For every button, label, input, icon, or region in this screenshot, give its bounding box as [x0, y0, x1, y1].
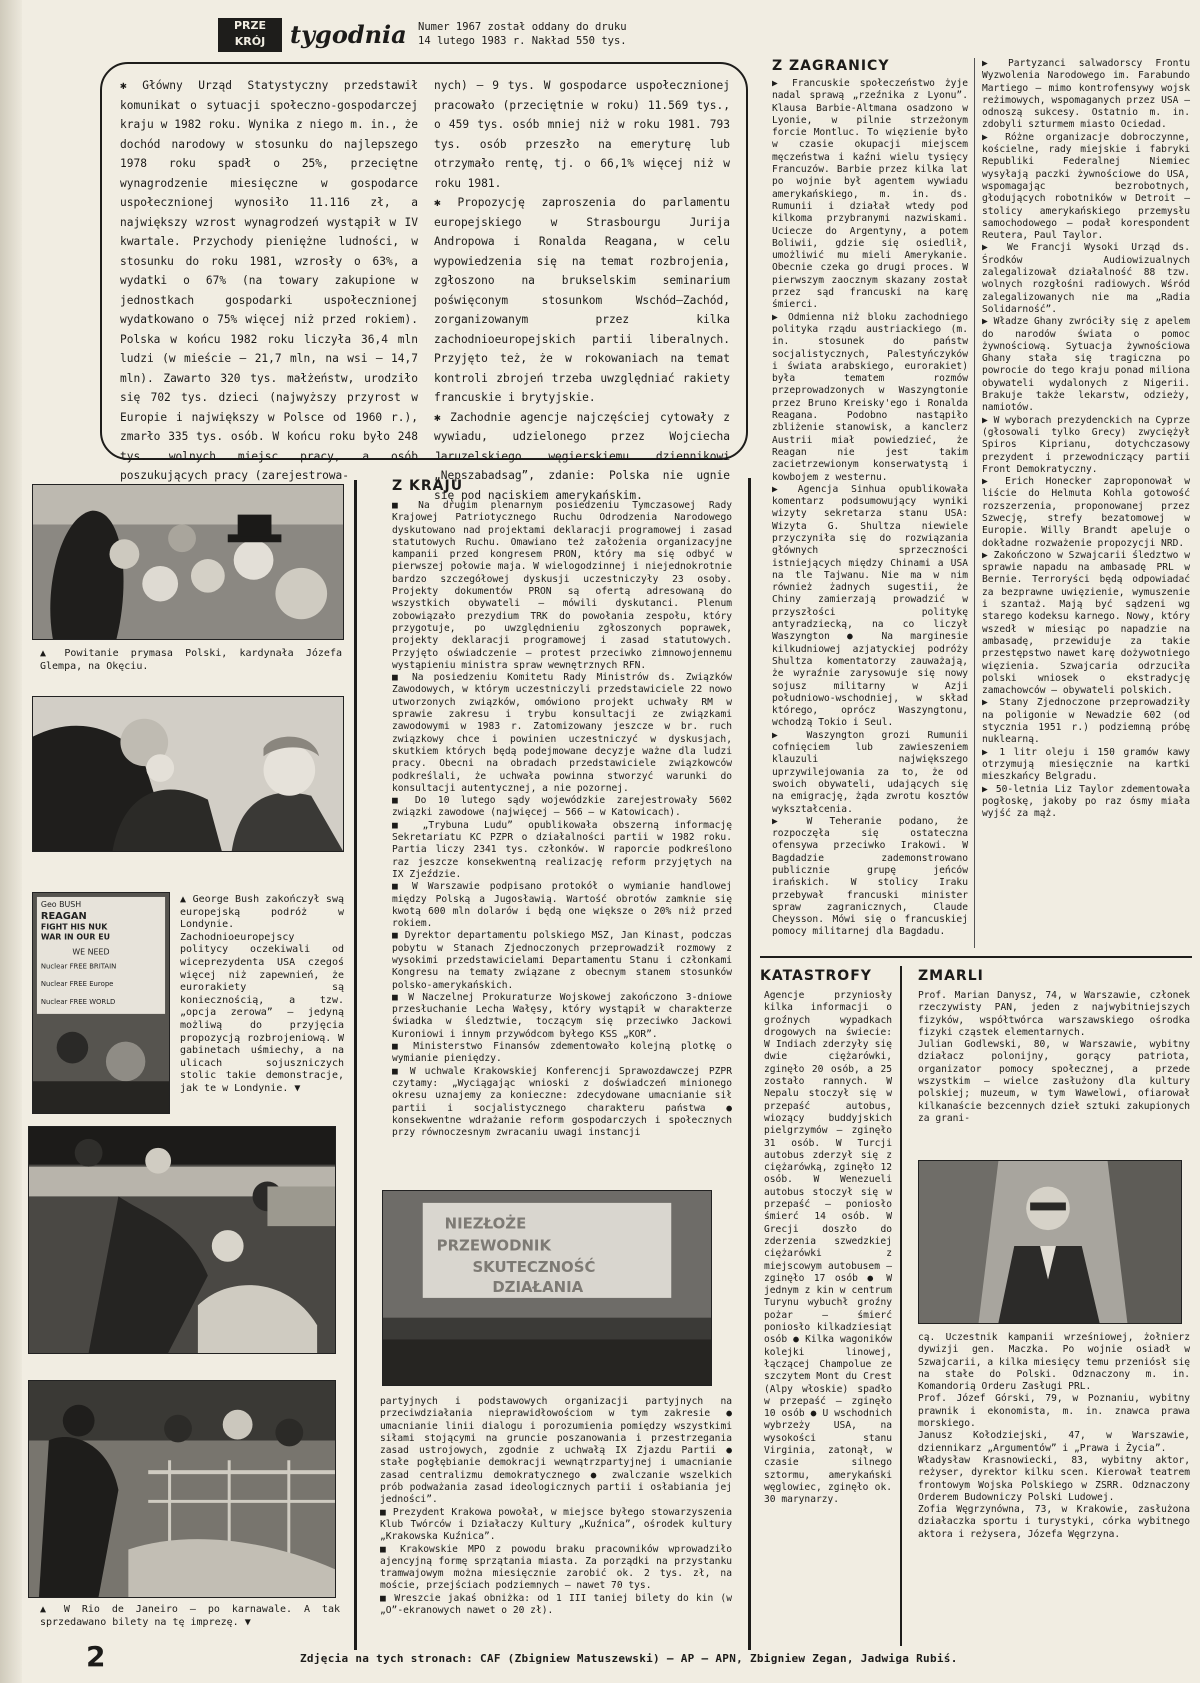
placard-line-8: Nuclear FREE WORLD: [40, 997, 116, 1006]
zmarli-text-continued: cą. Uczestnik kampanii wrześniowej, żołnierz dywizji gen. Maczka. Po wojnie osiadł w Szwajcarii, a kilka miesięcy temu przeniósł się na stałe do Polski. Odznaczony m. in. Komandorią Orderu Zasługi PRL. Prof. Józef Górski, 79, w Poznaniu, wybitny prawnik i ekonomista, m. in. znawca prawa morskiego. Janusz Kołodziejski, 47, w Warszawie, dziennikarz „Argumentów” i „Prawa i Życia”. Władysław Krasnowiecki, 83, wybitny aktor, reżyser, dyrektor kilku scen. Kierował teatrem frontowym Wojska Polskiego w ZSRR. Odznaczony Orderem Budowniczy Polski Ludowej. Zofia Węgrzynówna, 73, w Krakowie, zasłużona działaczka sportu i turystyki, córka wybitnego aktora i reżysera, Józefa Węgrzyna.: [918, 1332, 1190, 1540]
page-number: 2: [86, 1640, 106, 1673]
placard-line-4: WAR IN OUR EU: [40, 932, 111, 942]
tygodnia-wordmark: tygodnia: [290, 20, 407, 49]
column-divider: [974, 58, 975, 948]
placard-line-5: WE NEED: [72, 947, 110, 957]
z-kraju-text-continued: partyjnych i podstawowych organizacji partyjnych na przeciwdziałania nieprawidłowościom w tym zakresie ● umacnianie linii dialogu i porozumienia pomiędzy wszystkimi siłami stojącymi na gruncie poszanowania i przestrzegania zasad ustrojowych, zgodnie z uchwałą IX Zjazdu Partii ● stałe pogłębianie demokracji wewnątrzpartyjnej i umacnianie zasad centralizmu demokratycznego ● zwalczanie wszelkich prób podważania zasad ideologicznych partii i osłabiania jej jedności”. ■ Prezydent Krakowa powołał, w miejsce byłego stowarzyszenia Klub Twórców i Działaczy Kultury „Kuźnica”, ośrodek kultury „Krakowska Kuźnica”. ■ Krakowskie MPO z powodu braku pracowników wprowadziło ajencyjną formę sprzątania miasta. Za porządki na przystanku tramwajowym można miesięcznie zarobić ok. 2 tys. zł, na moście, przejściach podziemnych — nawet 70 tys. ■ Wreszcie jakaś obniżka: od 1 III taniej bilety do kin (w „O”-ekranowych nawet o 20 zł).: [380, 1396, 732, 1617]
section-z-kraju-heading: Z KRAJU: [392, 478, 464, 494]
box-column-1: ✱ Główny Urząd Statystyczny przedstawił komunikat o sytuacji społeczno-gospodarczej kraju w 1982 roku. Wynika z niego m. in., że dochód narodowy w stosunku do najlepszego 1978 roku spadł o 25%, przeciętne wynagrodzenie miesięczne w gospodarce uspołecznionej wynosiło 11.116 zł, a największy wzrost wynagrodzeń wystąpił w IV kwartale. Przychody pieniężne ludności, w stosunku do roku 1981, wzrosły o 63%, a wydatki o 67% (na towary zakupione w jednostkach gospodarki uspołecznionej wydatkowano o 75% więcej niż przed rokiem). Polska w końcu 1982 roku liczyła 36,4 mln ludzi (w mieście — 21,7 mln, na wsi — 14,7 mln). Zawarto 320 tys. małżeństw, urodziło się 702 tys. dzieci (najwyższy przyrost w Europie i największy w Polsce od 1960 r.), zmarło 335 tys. osób. W końcu roku było 248 tys. wolnych miejsc pracy, a osób poszukujących pracy (zarejestrowa-: [120, 79, 418, 482]
katastrofy-text: Agencje przyniosły kilka informacji o groźnych wypadkach drogowych na świecie: W Indiach zderzyły się dwie ciężarówki, zginęło 20 osób, a 25 zostało rannych. W Nepalu stoczył się w przepaść autobus, wiozący buddyjskich pielgrzymów — zginęło 31 osób. W Turcji autobus zderzył się z ciężarówką, zginęło 12 osób. W Wenezueli autobus stoczył się w przepaść — poniosło śmierć 14 osób. W Grecji doszło do zderzenia szwedzkiej ciężarówki z miejscowym autobusem — zginęło 17 osób ● W jednym z kin w centrum Turynu wybuchł groźny pożar — śmierć poniosło kilkadziesiąt osób ● Kilka wagoników kolejki linowej, łączącej Champolue ze szczytem Mont du Crest (Alpy włoskie) spadło w przepaść — zginęło 10 osób ● U wschodnich wybrzeży USA, na wysokości stanu Virginia, zatonął, w czasie silnego sztormu, amerykański węglowiec, zginęło ok. 30 marynarzy.: [764, 990, 892, 1506]
przekroj-logo: PRZE KRÓJ: [218, 18, 282, 52]
photo-credits: Zdjęcia na tych stronach: CAF (Zbigniew Matuszewski) — AP — APN, Zbigniew Zegan, Jadwiga Rubiś.: [300, 1652, 958, 1665]
obituary-portrait-photo: [918, 1160, 1182, 1324]
left-column-rule: [354, 480, 357, 1650]
placard-line-6: Nuclear FREE BRITAIN: [40, 962, 117, 971]
masthead: [218, 18, 698, 52]
z-zagranicy-column-1: ▶ Francuskie społeczeństwo żyje nadal sprawą „rzeźnika z Lyonu”. Klausa Barbie-Altmana osadzono w Lyonie, w pilnie strzeżonym forcie Montluc. To więzienie było w czasie okupacji miejscem męczeństwa i kaźni wielu tysięcy Francuzów. Barbie przez kilka lat po wojnie był agentem wywiadu amerykańskiego, m. in. ds. Rumunii i działał wtedy pod kilkoma przybranymi nazwiskami. Uciecze do Argentyny, a potem Boliwii, gdzie się osiedlił, umożliwić mu mieli Amerykanie. Obecnie czeka go drugi proces. W pierwszym zaocznym skazany został przez sąd francuski na karę śmierci. ▶ Odmienna niż bloku zachodniego polityka rządu austriackiego (m. in. stosunek do państw socjalistycznych, Palestyńczyków i świata arabskiego, eurorakiet) była tematem rozmów przeprowadzonych w Waszyngtonie przez Bruno Kreisky'ego i Ronalda Reagana. Podobno nastąpiło zbliżenie stanowisk, a kanclerz Austrii miał powiedzieć, że Reagan nie jest takim zacietrzewionym konserwatystą i kowbojem z westernu. ▶ Agencja Sinhua opublikowała komentarz podsumowujący wyniki wizyty sekretarza stanu USA: Wizyta G. Shultza niewiele przyczyniła się do rozwiązania głównych sprzeczności istniejących między Chinami a USA na tle Tajwanu. Nie ma w nim również żadnych sugestii, że Chiny zamierzają prowadzić w przyszłości politykę antyradziecką, na co liczył Waszyngton ● Na marginesie kilkudniowej azjatyckiej podróży Shultza komentatorzy zauważają, że wyraźnie zarysowuje się nowy sojusz militarny w Azji południowo-wschodniej, w skład którego, oprócz Waszyngtonu, wchodzą Tokio i Seul. ▶ Waszyngton grozi Rumunii cofnięciem lub zawieszeniem klauzuli największego uprzywilejowania za to, że od swoich obywateli, udających się na emigrację, żąda zwrotu kosztów wykształcenia. ▶ W Teheranie podano, że rozpoczęła się ostateczna ofensywa przeciwko Irakowi. W Bagdadzie zademonstrowano publicznie grupę jeńców irańskich. W stolicy Iraku przebywał francuski minister spraw zagranicznych, Claude Cheysson. Mówi się o francuskiej pomocy militarnej dla Bagdadu.: [772, 78, 968, 938]
banner-text-3: SKUTECZNOŚĆ: [472, 1258, 596, 1277]
london-demonstration-photo: [32, 892, 170, 1114]
right-column-rule: [748, 478, 751, 1650]
banner-text-2: PRZEWODNIK: [436, 1236, 552, 1255]
rio-ticket-photo: [28, 1380, 336, 1598]
issue-info: Numer 1967 został oddany do druku 14 lutego 1983 r. Nakład 550 tys.: [418, 21, 627, 47]
glemp-photo-caption: ▲ Powitanie prymasa Polski, kardynała Józefa Glempa, na Okęciu.: [40, 648, 342, 672]
section-katastrofy-heading: KATASTROFY: [760, 968, 872, 984]
placard-line-2: REAGAN: [40, 910, 87, 922]
placard-line-7: Nuclear FREE Europe: [40, 980, 114, 989]
banner-text-4: DZIAŁANIA: [492, 1277, 584, 1296]
placard-line-3: FIGHT HIS NUK: [40, 922, 108, 932]
zmarli-text: Prof. Marian Danysz, 74, w Warszawie, członek rzeczywisty PAN, jeden z najwybitniejszych fizyków, współtwórca warszawskiego ośrodka fizyki cząstek elementarnych. Julian Godlewski, 80, w Warszawie, wybitny działacz polonijny, gorący patriota, organizator pomocy społecznej, a przede wszystkim — wielce zasłużony dla kultury polskiej; muzeum, w tym Wawelowi, ofiarował kilkanaście bezcennych dzieł sztuki zakupionych za grani-: [918, 990, 1190, 1124]
placard-line-1: Geo BUSH: [40, 899, 82, 909]
rio-photo-caption: ▲ W Rio de Janeiro — po karnawale. A tak sprzedawano bilety na tę imprezę. ▼: [40, 1604, 340, 1628]
glemp-welcome-photo: [32, 484, 344, 640]
z-zagranicy-column-2: ▶ Partyzanci salwadorscy Frontu Wyzwolenia Narodowego im. Farabundo Martiego — mimo kontrofensywy wojsk reżimowych, wspomaganych przez USA — odnoszą sukcesy. Ostatnio m. in. zdobyli szturmem miasto Ociedad. ▶ Różne organizacje dobroczynne, kościelne, rady miejskie i fabryki Republiki Federalnej Niemiec wysyłają paczki żywnościowe do USA, wspomagając bezrobotnych, głodujących robotników w Detroit — stolicy amerykańskiego przemysłu samochodowego — podał korespondent Reutera, Paul Taylor. ▶ We Francji Wysoki Urząd ds. Środków Audiowizualnych zalegalizował działalność 88 tzw. wolnych rozgłośni radiowych. Wśród zalegalizowanych nie ma „Radia Solidarność”. ▶ Władze Ghany zwróciły się z apelem do narodów świata o pomoc żywnościową. Sytuacja żywnościowa Ghany stała się tragiczna po powrocie do tego kraju ponad miliona obywateli wydalonych z Nigerii. Brakuje także lekarstw, odzieży, namiotów. ▶ W wyborach prezydenckich na Cyprze (głosowali tylko Grecy) zwyciężył Spiros Kiprianu, dotychczasowy prezydent i przewodniczący partii Front Demokratyczny. ▶ Erich Honecker zaproponował w liście do Helmuta Kohla gotowość rozszerzenia, proponowanej przez Szwecję, strefy bezatomowej w Europie. Willy Brandt apeluje o dokładne rozważenie propozycji NRD. ▶ Zakończono w Szwajcarii śledztwo w sprawie napadu na ambasadę PRL w Bernie. Terroryści będą odpowiadać za bezprawne uwięzienie, wymuszenie i szantaż. Mają być sądzeni wg starego kodeksu karnego. Nowy, który wszedł w miesiąc po napadzie na ambasadę, przewiduje za takie przestępstwo nawet karę dożywotniego więzienia. Szwajcaria odrzuciła polski wniosek o ekstradycję zamachowców — obywateli polskich. ▶ Stany Zjednoczone przeprowadziły na poligonie w Newadzie 602 (od stycznia 1951 r.) podziemną próbę nuklearną. ▶ 1 litr oleju i 150 gramów kawy otrzymują miesięcznie na kartki mieszkańcy Belgradu. ▶ 50-letnia Liz Taylor zdementowała pogłoskę, jakoby po raz ósmy miała wyjść za mąż.: [982, 58, 1190, 820]
section-z-zagranicy-heading: Z ZAGRANICY: [772, 58, 890, 74]
column-divider: [900, 966, 902, 1646]
section-divider: [760, 956, 1192, 958]
bush-photo-caption: ▲ George Bush zakończył swą europejską podróż w Londynie. Zachodnioeuropejscy politycy oczekiwali od wiceprezydenta USA czegoś więcej niż zapewnień, że eurorakiety są koniecznością, a tzw. „opcja zerowa” — jedyną możliwą do przyjęcia propozycją rozbrojeniową. W gabinetach uśmiechy, a na ulicach sojuszniczych stolic takie demonstracje, jak te w Londynie. ▼: [180, 894, 344, 1094]
bush-thatcher-photo: [32, 696, 344, 852]
pron-conference-photo: [382, 1190, 712, 1386]
z-kraju-text: ■ Na drugim plenarnym posiedzeniu Tymczasowej Rady Krajowej Patriotycznego Ruchu Odrodzenia Narodowego dyskutowano nad projektami deklaracji programowej i zasad statutowych Ruchu. Omawiano też założenia organizacyjne kampanii przed kongresem PRON, który ma się odbyć w pierwszej połowie maja. W wielogodzinnej i niejednokrotnie bardzo szczegółowej dyskusji uczestniczyły 23 osoby. Projekty dokumentów PRON są ofertą adresowaną do wszystkich obywateli — mówili dyskutanci. Plenum zobowiązało prezydium TRK do powołania zespołu, który przygotuje, po uwzględnieniu zgłoszonych poprawek, projekty deklaracji programowej i zasad statutowych. Przyjęto oświadczenie — protest przeciwko zimnowojennemu wystąpieniu ministra spraw wewnętrznych RFN. ■ Na posiedzeniu Komitetu Rady Ministrów ds. Związków Zawodowych, w którym uczestniczyli przedstawiciele 22 nowo utworzonych związków, omówiono projekt uchwały RM w sprawie zakresu i trybu konsultacji ze związkami zawodowymi w 1983 r. Zatomizowany jeszcze w br. ruch związkowy chce i powinien uczestniczyć w dyskusjach, skutkiem których będą podejmowane decyzje ważne dla ludzi pracy. Obecni na obradach przedstawiciele związkowców podkreślali, że uchwała powinna stworzyć warunki do konsultacji autentycznej, a nie pozornej. ■ Do 10 lutego sądy wojewódzkie zarejestrowały 5602 związki zawodowe (najwięcej — 566 — w Katowicach). ■ „Trybuna Ludu” opublikowała obszerną informację Sekretariatu KC PZPR o działalności partii w 1982 roku. Partia liczy 2341 tys. członków. W raporcie podkreślono raz jeszcze konsekwentną realizację reform przyjętych na IX Zjeździe. ■ W Warszawie podpisano protokół o wymianie handlowej między Polską a Jugosławią. Wartość obrotów zamknie się kwotą 600 mln dolarów i będą one większe o 20% niż przed rokiem. ■ Dyrektor departamentu polskiego MSZ, Jan Kinast, podczas pobytu w Stanach Zjednoczonych przeprowadził rozmowy z wysokimi przedstawicielami Departamentu Stanu i członkami Kongresu na tematy związane z obecnym stanem stosunków polsko-amerykańskich. ■ W Naczelnej Prokuraturze Wojskowej zakończono 3-dniowe przesłuchanie Lecha Wałęsy, który wystąpił w charakterze świadka w śledztwie, toczącym się przeciwko Jackowi Kuroniowi i innym przywódcom byłego KSS „KOR”. ■ Ministerstwo Finansów zdementowało kolejną plotkę o wymianie pieniędzy. ■ W uchwale Krakowskiej Konferencji Sprawozdawczej PZPR czytamy: „Wyciągając wnioski z doświadczeń minionego okresu uznajemy za konieczne: zdecydowane umacnianie sił partii i socjalistycznego charakteru państwa ● konsekwentne wdrażanie reform gospodarczych i społecznych przy równoczesnym zwracaniu uwagi instancji: [392, 500, 732, 1139]
page-edge-shadow: [0, 0, 22, 1683]
box-column-2: nych) — 9 tys. W gospodarce uspołecznionej pracowało (przeciętnie w roku) 11.569 tys., o 459 tys. osób mniej niż w roku 1981. 793 tys. osób przeszło na emeryturę lub otrzymało rentę, tj. o 66,1% więcej niż w roku 1981. ✱ Propozycję zaproszenia do parlamentu europejskiego w Strasbourgu Jurija Andropowa i Ronalda Reagana, w celu wypowiedzenia się na temat rozbrojenia, zgłoszono na brukselskim seminarium poświęconym stosunkom Wschód—Zachód, zorganizowanym przez kilka zachodnioeuropejskich partii liberalnych. Przyjęto też, że w rokowaniach na temat kontroli zbrojeń trzeba uwzględniać rakiety francuskie i brytyjskie. ✱ Zachodnie agencje najczęściej cytowały z wywiadu, udzielonego przez Wojciecha Jaruzelskiego węgierskiemu dziennikowi „Nepszabadsag”, zdanie: Polska nie ugnie się pod naciskiem amerykańskim.: [434, 79, 730, 502]
london-police-photo: [28, 1126, 336, 1354]
section-zmarli-heading: ZMARLI: [918, 968, 984, 984]
banner-text-1: NIEZŁOŻE: [444, 1214, 527, 1233]
